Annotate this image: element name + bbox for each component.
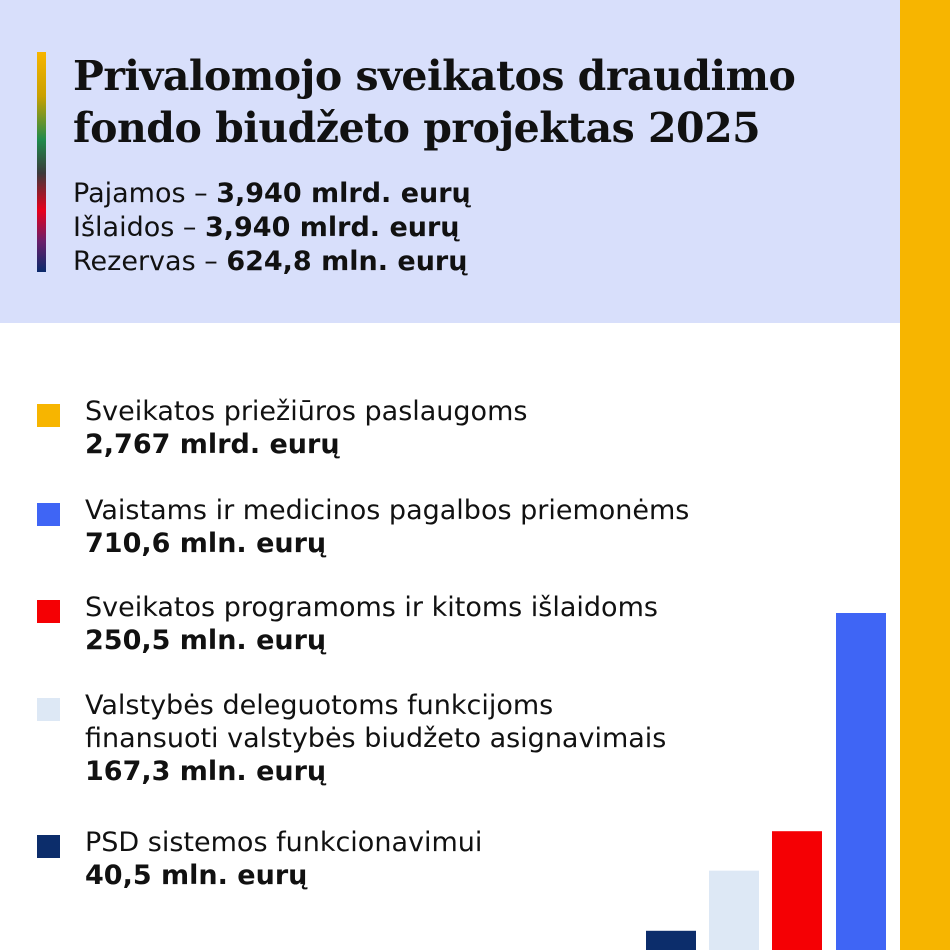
legend-label: Vaistams ir medicinos pagalbos priemonėms — [85, 495, 690, 526]
legend-label: Sveikatos priežiūros paslaugoms — [85, 396, 528, 427]
bar — [900, 0, 950, 950]
summary-income-label: Pajamos – — [73, 178, 217, 209]
bar — [646, 931, 696, 950]
legend-amount: 2,767 mlrd. eurų — [85, 429, 340, 460]
legend-amount: 167,3 mln. eurų — [85, 756, 327, 787]
legend-amount: 40,5 mln. eurų — [85, 860, 308, 891]
title-line-2: fondo biudžeto projektas 2025 — [73, 104, 761, 152]
summary-expenses-value: 3,940 mlrd. eurų — [204, 212, 460, 243]
legend-label: Sveikatos programoms ir kitoms išlaidoms — [85, 592, 658, 623]
legend-label: Valstybės deleguotoms funkcijoms — [85, 690, 554, 721]
legend-label: finansuoti valstybės biudžeto asignavimais — [85, 723, 667, 754]
summary-income-value: 3,940 mlrd. eurų — [216, 178, 471, 209]
summary-reserve-label: Rezervas – — [73, 246, 227, 277]
bar — [836, 613, 886, 950]
legend-label: PSD sistemos funkcionavimui — [85, 827, 483, 858]
summary-expenses-label: Išlaidos – — [73, 212, 205, 243]
legend-amount: 710,6 mln. eurų — [85, 528, 327, 559]
bar — [772, 831, 822, 950]
summary-reserve-value: 624,8 mln. eurų — [226, 246, 468, 277]
title-line-1: Privalomojo sveikatos draudimo — [73, 52, 796, 100]
bar — [709, 871, 759, 950]
legend-amount: 250,5 mln. eurų — [85, 625, 327, 656]
